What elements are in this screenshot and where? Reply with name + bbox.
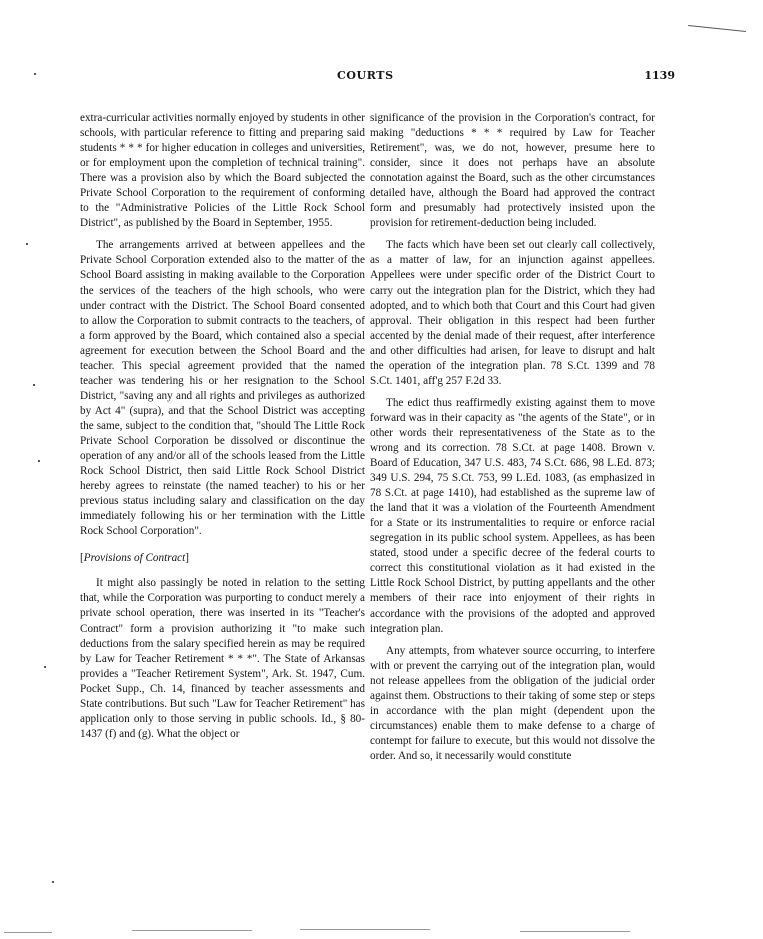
- scan-dot: [34, 73, 36, 75]
- paragraph: The facts which have been set out clearly call collectively, as a matter of law, for an injunction against appellees. Appellees were under specific order of the District Court to carry out the integration plan for the District, which they had adopted, and to which both that Court and this Court had given approval. Their obligation in this respect had been further accented by the denial made of their request, after interference and other difficulties had arisen, for leave to disrupt and halt the operation of the integration plan. 78 S.Ct. 1399 and 78 S.Ct. 1401, aff'g 257 F.2d 33.: [370, 239, 655, 387]
- scan-dot: [33, 384, 35, 386]
- running-head: COURTS: [337, 69, 394, 82]
- left-column: [80, 111, 365, 749]
- scan-edge-line: [4, 932, 52, 933]
- page-number: 1139: [644, 69, 675, 82]
- heading-text: Provisions of Contract: [83, 552, 186, 565]
- paragraph: Any attempts, from whatever source occurring, to interfere with or prevent the carrying out of the integration plan, would not release appellees from the obligation of the judicial order against them. Obstructions to their taking of some step or steps in accordance with the plan might (dependent upon the circumstances) enable them to make defense to a charge of contempt for failure to execute, but this would not dissolve the order. And so, it necessarily would constitute: [370, 644, 655, 762]
- paragraph: extra-curricular activities normally enjoyed by students in other schools, with particular reference to fitting and preparing said students * * * for higher education in colleges and universities, or for employment upon the completion of technical training". There was a provision also by which the Board subjected the Private School Corporation to the requirement of conforming to the "Administrative Policies of the Little Rock School District", as published by the Board in September, 1955.: [80, 112, 365, 230]
- paragraph: The edict thus reaffirmedly existing against them to move forward was in their capacity as "the agents of the State", or in other words their representativeness of the State as to the wrong and its correction. 78 S.Ct. at page 1408. Brown v. Board of Education, 347 U.S. 483, 74 S.Ct. 686, 98 L.Ed. 873; 349 U.S. 294, 75 S.Ct. 753, 99 L.Ed. 1083, (as emphasized in 78 S.Ct. at page 1410), had established as the supreme law of the land that it was a violation of the Fourteenth Amendment for a State or its instrumentalities to require or enforce racial segregation in its public school system. Appellees, as has been stated, stood under a specific decree of the federal courts to correct this constitutional violation as it had existed in the Little Rock School District, by putting appellants and the other members of their race into enjoyment of their rights in accordance with the provisions of the adopted and approved integration plan.: [370, 396, 655, 635]
- paragraph: The arrangements arrived at between appellees and the Private School Corporation extended also to the matter of the School Board assisting in making available to the Corporation the services of the teachers of the high schools, who were under contract with the District. The School Board consented to allow the Corporation to submit contracts to the teachers, of a form approved by the Board, which contained also a special agreement for execution between the School Board and the teacher. This special agreement provided that the named teacher was tendering his or her resignation to the School District, "saving any and all rights and privileges as authorized by Act 4" (supra), and that the School District was accepting the same, subject to the condition that, "should The Little Rock Private School Corporation be dissolved or discontinue the operation of any and/or all of the schools leased from the Little Rock School District, then said Little Rock School District hereby agrees to reinstate (the named teacher) to his or her previous status including salary and classification on the day immediately following his or her termination with the Little Rock School Corporation".: [80, 239, 365, 538]
- paragraph: It might also passingly be noted in relation to the setting that, while the Corporation was purporting to conduct merely a private school operation, there was inserted in its "Teacher's Contract" form a provision authorizing it "to make such deductions from the salary specified herein as may be required by Law for Teacher Retirement * * *". The State of Arkansas provides a "Teacher Retirement System", Ark. St. 1947, Cum. Pocket Supp., Ch. 14, financed by teacher assessments and State contributions. But such "Law for Teacher Retirement" has application only to those serving in public schools. Id., § 80-1437 (f) and (g). What the object or: [80, 577, 365, 740]
- scan-dot: [26, 243, 28, 245]
- page-header: [75, 69, 675, 89]
- scan-edge-line: [520, 931, 630, 932]
- right-column: [370, 111, 655, 771]
- heading-open-bracket: [: [80, 552, 84, 565]
- section-heading: [80, 551, 365, 566]
- heading-close-bracket: ]: [185, 552, 189, 565]
- scan-mark: [688, 25, 746, 32]
- scan-dot: [52, 881, 54, 883]
- scan-dot: [44, 666, 46, 668]
- scan-edge-line: [132, 930, 252, 931]
- paragraph: significance of the provision in the Corporation's contract, for making "deductions * * * required by Law for Teacher Retirement", was, we do not, however, presume here to consider, since it does not perhaps have an absolute connotation against the Board, such as the other circumstances detailed have, although the Board had approved the contract form and presumably had protectively insisted upon the provision for retirement-deduction being included.: [370, 112, 655, 230]
- scan-dot: [38, 460, 40, 462]
- scan-edge-line: [300, 929, 430, 930]
